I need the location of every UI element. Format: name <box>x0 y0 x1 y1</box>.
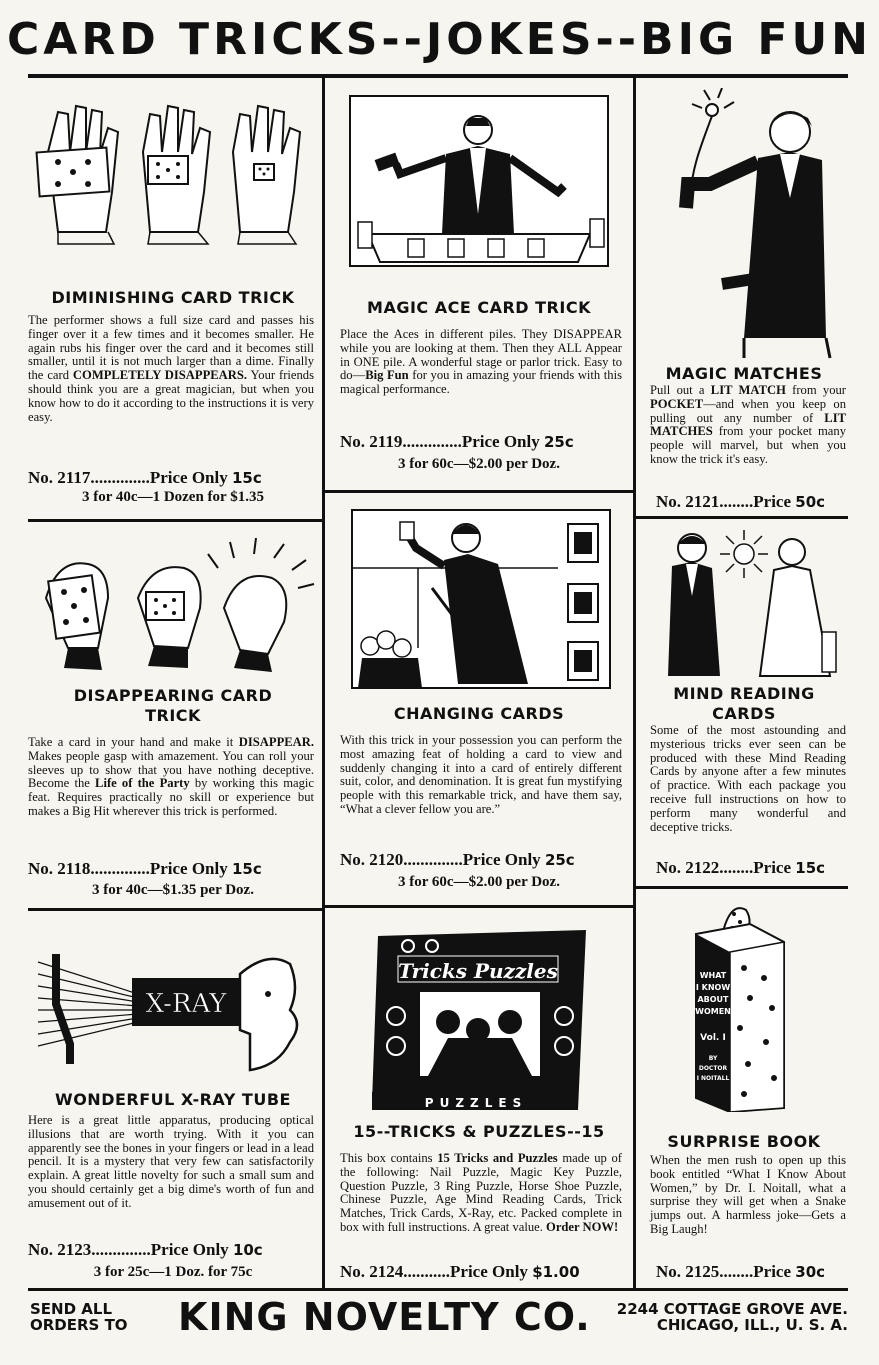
product-title: MAGIC MATCHES <box>665 364 823 383</box>
order-footer <box>28 1295 848 1345</box>
leader-dots: ........... <box>403 1262 451 1281</box>
xray-label: X-RAY <box>145 989 227 1019</box>
price-amount: 25c <box>544 433 574 451</box>
address-line-2: CHICAGO, ILL., U. S. A. <box>656 1316 848 1334</box>
row-divider-mid-1 <box>325 490 633 493</box>
price-label: Price Only <box>149 859 228 878</box>
send-line-1: SEND ALL <box>30 1300 113 1318</box>
item-number: No. 2119 <box>340 432 403 451</box>
book-text-line: WOMEN <box>695 1007 731 1016</box>
item-number: No. 2120 <box>340 850 404 869</box>
price-amount: 25c <box>544 851 575 869</box>
product-description: Take a card in your hand and make it DISAPPEAR. Makes people gasp with amazement. You can roll your sleeves up to show that you have nothing deceptive. Become the Life of the Party by working this magic feat. Requires practically no skill or experience but makes a Big Hit wherever this trick is performed. <box>28 735 314 818</box>
price-line <box>28 1240 263 1260</box>
leader-dots: ........ <box>719 492 754 511</box>
price-amount: 15c <box>232 860 262 878</box>
surprise-book-illustration <box>640 898 848 1112</box>
price-line <box>340 432 574 452</box>
price-amount: 10c <box>232 1241 263 1259</box>
book-text-line: ABOUT <box>697 995 729 1004</box>
product-diminishing-card-trick <box>28 82 318 516</box>
product-tricks-puzzles <box>328 912 630 1286</box>
xray-tube-illustration <box>28 934 318 1084</box>
product-title: WONDERFUL X-RAY TUBE <box>55 1090 291 1109</box>
item-number: No. 2121 <box>656 492 720 511</box>
book-text-line: I NOITALL <box>696 1075 730 1082</box>
product-title: DIMINISHING CARD TRICK <box>51 288 295 307</box>
price-line <box>656 1262 825 1282</box>
product-title: 15--TRICKS & PUZZLES--15 <box>353 1122 605 1141</box>
price-amount: 15c <box>795 859 826 877</box>
product-title: DISAPPEARING CARD TRICK <box>73 686 273 725</box>
product-title: CHANGING CARDS <box>393 704 565 723</box>
price-line <box>28 468 262 488</box>
quantity-pricing: 3 for 40c—1 Dozen for $1.35 <box>82 489 264 505</box>
price-label: Price <box>753 1262 792 1281</box>
price-line <box>656 858 825 878</box>
item-number: No. 2117 <box>28 468 91 487</box>
product-description: This box contains 15 Tricks and Puzzles made up of the following: Nail Puzzle, Magic Key Puzzle, Question Puzzle, 3 Ring Puzzle, Horse Shoe Puzzle, Chinese Puzzle, Age Mind Reading Cards, Trick Matches, Trick Cards, X-Ray, etc. Packed complete in box with full instructions. A great value. Order NOW! <box>340 1151 622 1234</box>
leader-dots: .............. <box>402 432 462 451</box>
product-mind-reading-cards <box>640 522 848 884</box>
product-description: When the men rush to open up this book entitled “What I Know About Women,” by Dr. I. Noitall, what a surprise they will get when a Snake jumps out. A harmless joke—Gets a Big Laugh! <box>650 1153 846 1236</box>
price-amount: $1.00 <box>532 1263 580 1281</box>
leader-dots: .............. <box>90 468 150 487</box>
product-xray-tube <box>28 914 318 1286</box>
quantity-pricing: 3 for 40c—$1.35 per Doz. <box>92 882 254 898</box>
item-number: No. 2124 <box>340 1262 404 1281</box>
book-text-line: I KNOW <box>695 983 731 992</box>
top-rule <box>28 74 848 78</box>
column-divider-1 <box>322 78 325 1290</box>
row-divider-right-1 <box>636 516 848 519</box>
product-description: The performer shows a full size card and passes his finger over it a few times and it becomes smaller. He again rubs his finger over the card and it becomes still smaller, until it is not much larger than a dime. Finally the card COMPLETELY DISAPPEARS. Your friends should think you are a great magician, but when you know how to do it according to the instructions it is very easy. <box>28 313 314 424</box>
send-orders-text <box>30 1301 128 1333</box>
product-description: Some of the most astounding and mysterious tricks ever seen can be produced with these Mind Reading Cards by anyone after a few minutes of practice. With each package you receive full instructions on how to perform many wonderful and deceptive tricks. <box>650 723 846 834</box>
product-disappearing-card-trick <box>28 524 318 906</box>
price-label: Price Only <box>149 468 228 487</box>
leader-dots: .............. <box>90 859 150 878</box>
disappearing-card-illustration <box>28 538 318 678</box>
book-text-line: WHAT <box>699 971 727 980</box>
magician-ace-illustration <box>328 94 630 272</box>
product-changing-cards <box>328 496 630 902</box>
magician-matches-illustration <box>640 88 848 360</box>
row-divider-left-1 <box>28 519 322 522</box>
column-divider-2 <box>633 78 636 1290</box>
leader-dots: .............. <box>91 1240 151 1259</box>
price-label: Price Only <box>462 850 541 869</box>
price-label: Price Only <box>461 432 540 451</box>
mind-reading-illustration <box>640 526 848 678</box>
item-number: No. 2125 <box>656 1262 720 1281</box>
leader-dots: .............. <box>403 850 463 869</box>
product-surprise-book <box>640 892 848 1286</box>
tricks-puzzles-box-illustration <box>328 926 630 1116</box>
price-amount: 50c <box>795 493 826 511</box>
product-description: Place the Aces in different piles. They DISAPPEAR while you are looking at them. Then they ALL Appear in ONE pile. A wonderful stage or parlor trick. Easy to do—Big Fun for you in amazing your friends with this magical performance. <box>340 327 623 397</box>
row-divider-mid-2 <box>325 905 633 908</box>
quantity-pricing: 3 for 60c—$2.00 per Doz. <box>398 456 560 472</box>
price-label: Price <box>753 492 792 511</box>
company-name: KING NOVELTY CO. <box>178 1295 591 1339</box>
quantity-pricing: 3 for 60c—$2.00 per Doz. <box>398 874 560 890</box>
price-line <box>28 859 262 879</box>
price-amount: 15c <box>232 469 262 487</box>
price-line <box>656 492 825 512</box>
row-divider-left-2 <box>28 908 322 911</box>
price-label: Price <box>753 858 792 877</box>
item-number: No. 2122 <box>656 858 720 877</box>
product-magic-matches <box>640 82 848 514</box>
product-description: Pull out a LIT MATCH from your POCKET—and when you keep on pulling out any number of LIT MATCHES from your pocket many people will marvel, but when you know the trick it's easy. <box>650 383 846 466</box>
price-label: Price Only <box>150 1240 229 1259</box>
leader-dots: ........ <box>719 1262 754 1281</box>
book-text-line: BY <box>708 1055 718 1062</box>
quantity-pricing: 3 for 25c—1 Doz. for 75c <box>93 1264 253 1280</box>
item-number: No. 2123 <box>28 1240 92 1259</box>
product-title: MIND READING CARDS <box>673 684 815 723</box>
send-line-2: ORDERS TO <box>30 1316 128 1334</box>
bottom-rule <box>28 1288 848 1291</box>
price-amount: 30c <box>795 1263 826 1281</box>
price-line <box>340 1262 580 1282</box>
product-title: MAGIC ACE CARD TRICK <box>367 298 591 317</box>
item-number: No. 2118 <box>28 859 91 878</box>
price-line <box>340 850 575 870</box>
box-bottom-label: PUZZLES <box>424 1096 528 1110</box>
leader-dots: ........ <box>719 858 754 877</box>
book-text-line: DOCTOR <box>698 1065 728 1072</box>
box-title: Tricks Puzzles <box>398 959 558 983</box>
page-title: CARD TRICKS--JOKES--BIG FUN <box>6 14 873 65</box>
address-line-1: 2244 COTTAGE GROVE AVE. <box>616 1300 848 1318</box>
changing-cards-illustration <box>328 508 630 690</box>
product-description: Here is a great little apparatus, producing optical illusions that are worth trying. With it you can apparently see the bones in your fingers or lead in a lead pencil. It is a mystery that very few can satisfactorily explain. A great little novelty for such a small sum and you should certainly get a big dime's worth of fun and amusement out of it. <box>28 1113 314 1210</box>
product-magic-ace-card-trick <box>328 82 630 487</box>
company-address <box>617 1301 848 1333</box>
product-title: SURPRISE BOOK <box>667 1132 821 1151</box>
price-label: Price Only <box>450 1262 528 1281</box>
row-divider-right-2 <box>636 886 848 889</box>
book-text-line: Vol. I <box>700 1033 726 1043</box>
product-description: With this trick in your possession you can perform the most amazing feat of holding a card to view and suddenly changing it into a card of entirely different suit, color, and denomination. It is great fun mystifying people with this remarkable trick, and have them say, “What a clever fellow you are.” <box>340 733 622 816</box>
diminishing-hands-illustration <box>28 92 318 252</box>
